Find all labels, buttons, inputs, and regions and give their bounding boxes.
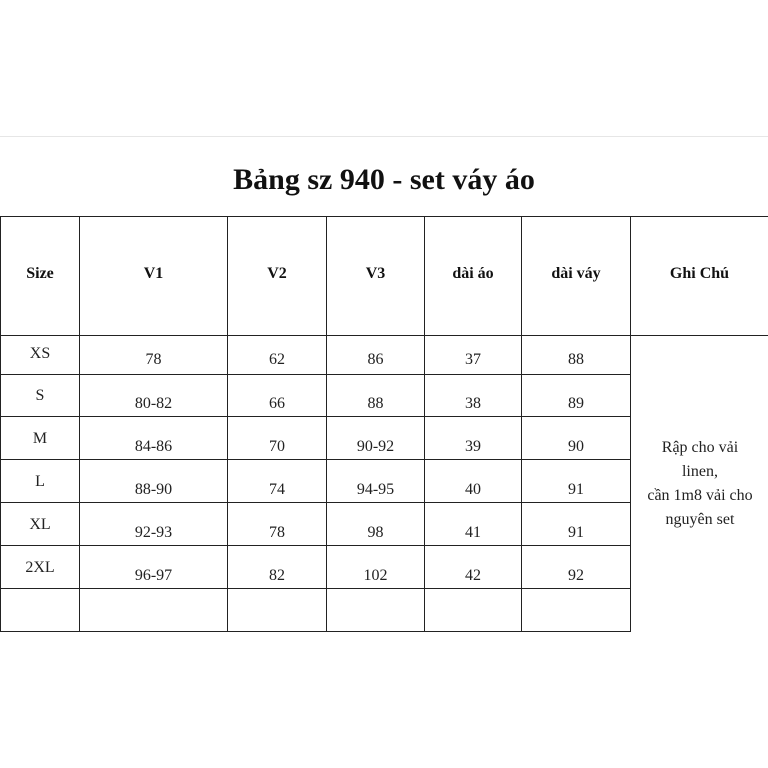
v2-cell: 82: [269, 567, 285, 584]
dai-vay-cell: 91: [568, 481, 584, 498]
page-title: Bảng sz 940 - set váy áo: [233, 163, 535, 196]
v2-cell: 66: [269, 395, 285, 412]
dai-vay-cell: 90: [568, 438, 584, 455]
v1-cell: 92-93: [134, 524, 173, 541]
v2-cell: 62: [269, 351, 285, 368]
dai-vay-cell: 92: [568, 567, 584, 584]
note-line: cần 1m8 vải cho: [647, 486, 753, 504]
v2-cell: 74: [269, 481, 285, 498]
dai-ao-cell: 42: [465, 567, 481, 584]
dai-ao-cell: 40: [465, 481, 481, 498]
header-v1: V1: [143, 265, 164, 282]
size-cell: L: [35, 473, 45, 490]
v3-cell: 94-95: [356, 481, 395, 498]
v1-cell: 78: [145, 351, 162, 368]
dai-ao-cell: 41: [465, 524, 481, 541]
v3-cell: 102: [363, 567, 388, 584]
dai-vay-cell: 91: [568, 524, 584, 541]
header-dai-vay: dài váy: [551, 265, 601, 282]
note-line: Rập cho vải: [661, 438, 739, 456]
v2-cell: 70: [269, 438, 285, 455]
v3-cell: 88: [367, 395, 384, 412]
dai-ao-cell: 37: [465, 351, 481, 368]
dai-ao-cell: 38: [465, 395, 481, 412]
row-divider: [0, 502, 631, 503]
row-divider: [0, 588, 631, 589]
row-divider: [0, 416, 631, 417]
header-v2: V2: [267, 265, 287, 282]
size-chart-sheet: [0, 136, 768, 632]
row-divider: [0, 459, 631, 460]
row-divider: [0, 545, 631, 546]
size-cell: S: [35, 387, 45, 404]
header-v3: V3: [365, 265, 386, 282]
v1-cell: 96-97: [134, 567, 173, 584]
v3-cell: 98: [367, 524, 384, 541]
v3-cell: 90-92: [356, 438, 395, 455]
size-cell: M: [32, 430, 48, 447]
note-line: linen,: [681, 462, 718, 480]
header-ghi-chu: Ghi Chú: [669, 265, 730, 282]
note-cell: [632, 335, 768, 632]
v1-cell: 84-86: [134, 438, 173, 455]
dai-vay-cell: 88: [568, 351, 584, 368]
header-dai-ao: dài áo: [452, 265, 494, 282]
row-divider: [0, 374, 631, 375]
v1-cell: 80-82: [134, 395, 173, 412]
size-cell: 2XL: [25, 559, 55, 576]
size-cell: XS: [29, 345, 51, 362]
table-bottom-rule: [0, 631, 631, 632]
top-divider: [0, 136, 768, 137]
header-size: Size: [26, 265, 54, 282]
v3-cell: 86: [367, 351, 384, 368]
v1-cell: 88-90: [134, 481, 173, 498]
v2-cell: 78: [269, 524, 285, 541]
size-table: [0, 216, 768, 632]
dai-ao-cell: 39: [465, 438, 481, 455]
dai-vay-cell: 89: [568, 395, 584, 412]
size-cell: XL: [29, 516, 51, 533]
note-line: nguyên set: [665, 510, 735, 528]
